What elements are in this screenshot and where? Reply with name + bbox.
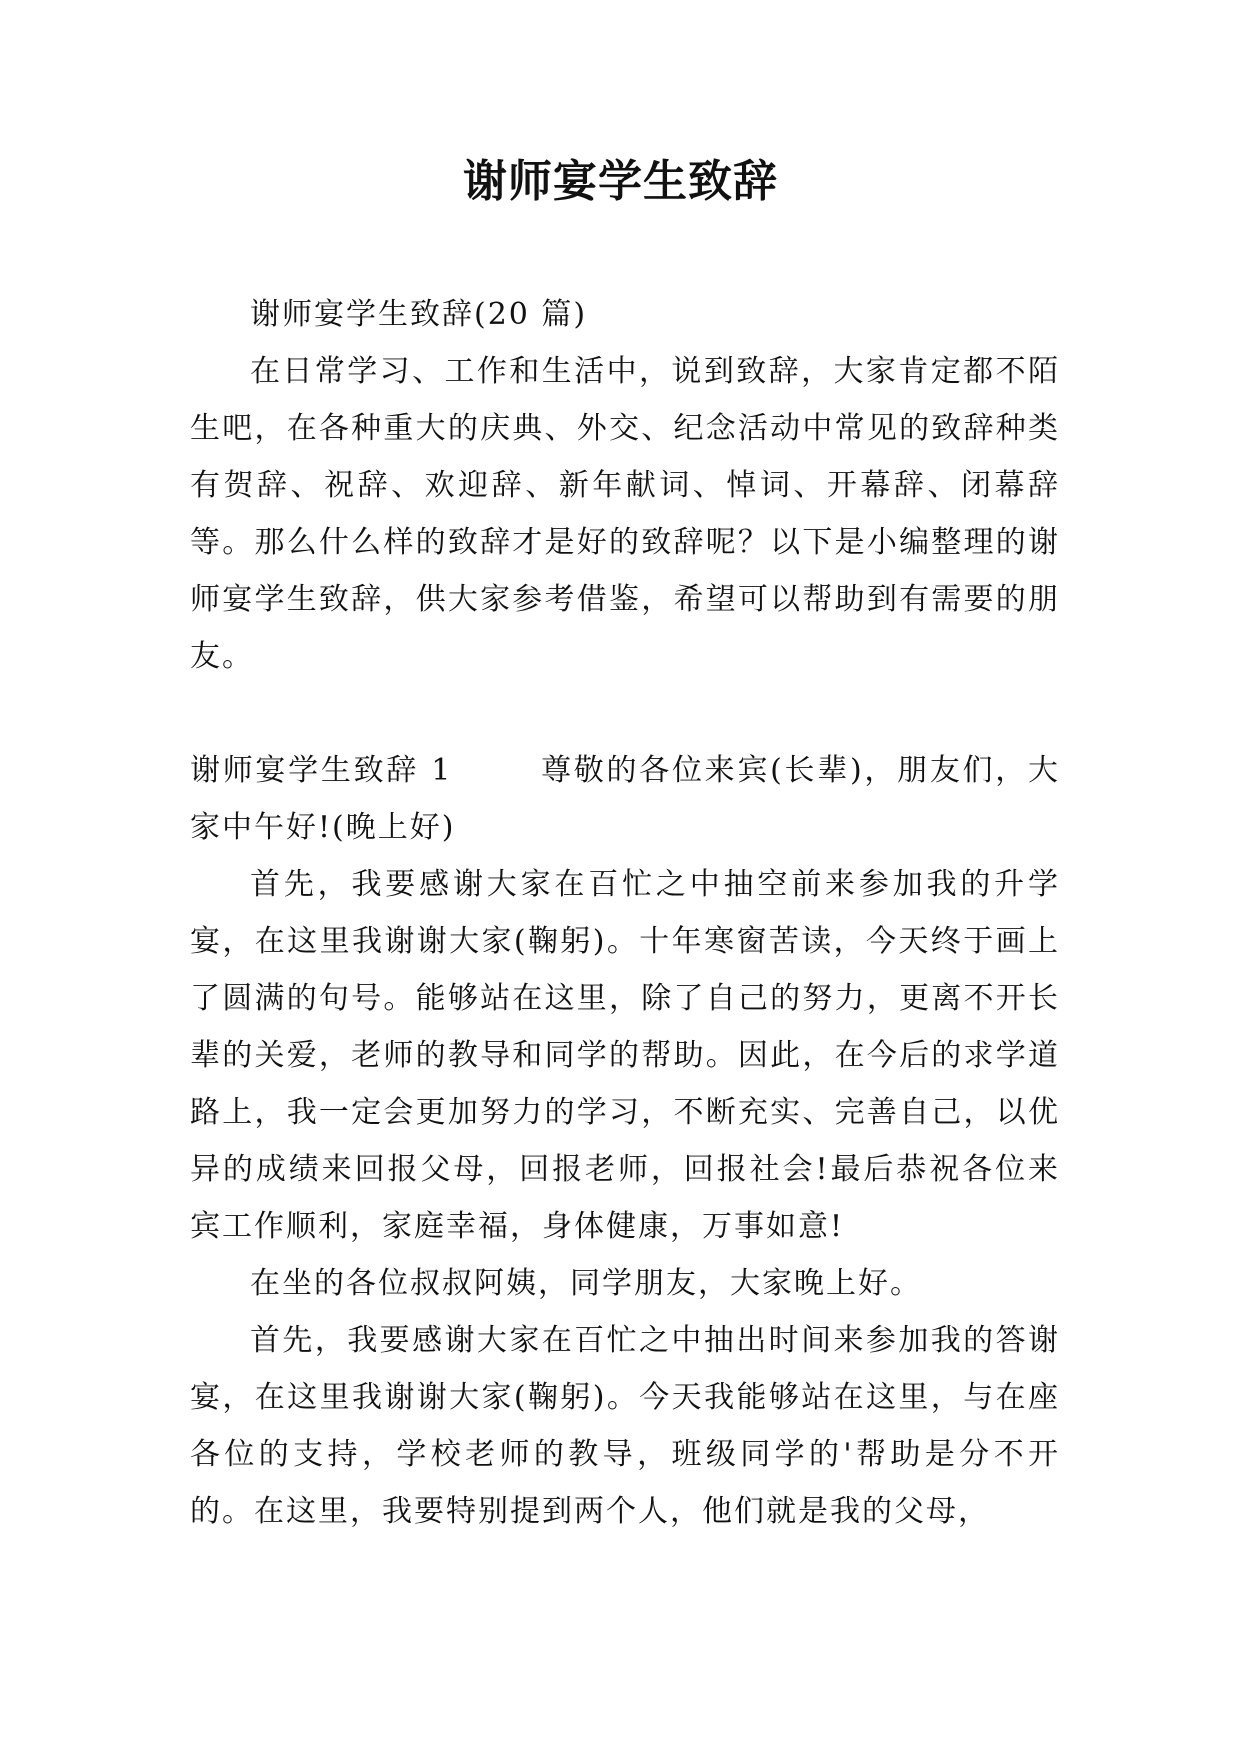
- document-body: [190, 286, 1060, 1540]
- section-1-paragraph: 在坐的各位叔叔阿姨，同学朋友，大家晚上好。: [250, 1266, 922, 1301]
- subtitle-paragraph: 谢师宴学生致辞(20 篇): [250, 297, 588, 332]
- document-title: 谢师宴学生致辞: [463, 156, 778, 207]
- section-1-heading: 谢师宴学生致辞 1: [190, 753, 453, 788]
- section-1-lead-paragraph: [190, 742, 1060, 856]
- section-1-paragraph: 首先，我要感谢大家在百忙之中抽出时间来参加我的答谢宴，在这里我谢谢大家(鞠躬)。今天我能够站在这里，与在座各位的支持，学校老师的教导，班级同学的'帮助是分不开的。在这里，我要特别提到两个人，他们就是我的父母，: [190, 1323, 1060, 1529]
- section-1-lead-text: 尊敬的各位来宾(长辈)，朋友们，大家中午好!(晚上好): [190, 753, 1060, 845]
- section-1-paragraph: 首先，我要感谢大家在百忙之中抽空前来参加我的升学宴，在这里我谢谢大家(鞠躬)。十年寒窗苦读，今天终于画上了圆满的句号。能够站在这里，除了自己的努力，更离不开长辈的关爱，老师的教导和同学的帮助。因此，在今后的求学道路上，我一定会更加努力的学习，不断充实、完善自己，以优异的成绩来回报父母，回报老师，回报社会!最后恭祝各位来宾工作顺利，家庭幸福，身体健康，万事如意!: [190, 867, 1060, 1244]
- intro-paragraph: 在日常学习、工作和生活中，说到致辞，大家肯定都不陌生吧，在各种重大的庆典、外交、纪念活动中常见的致辞种类有贺辞、祝辞、欢迎辞、新年献词、悼词、开幕辞、闭幕辞等。那么什么样的致辞才是好的致辞呢？以下是小编整理的谢师宴学生致辞，供大家参考借鉴，希望可以帮助到有需要的朋友。: [190, 354, 1060, 674]
